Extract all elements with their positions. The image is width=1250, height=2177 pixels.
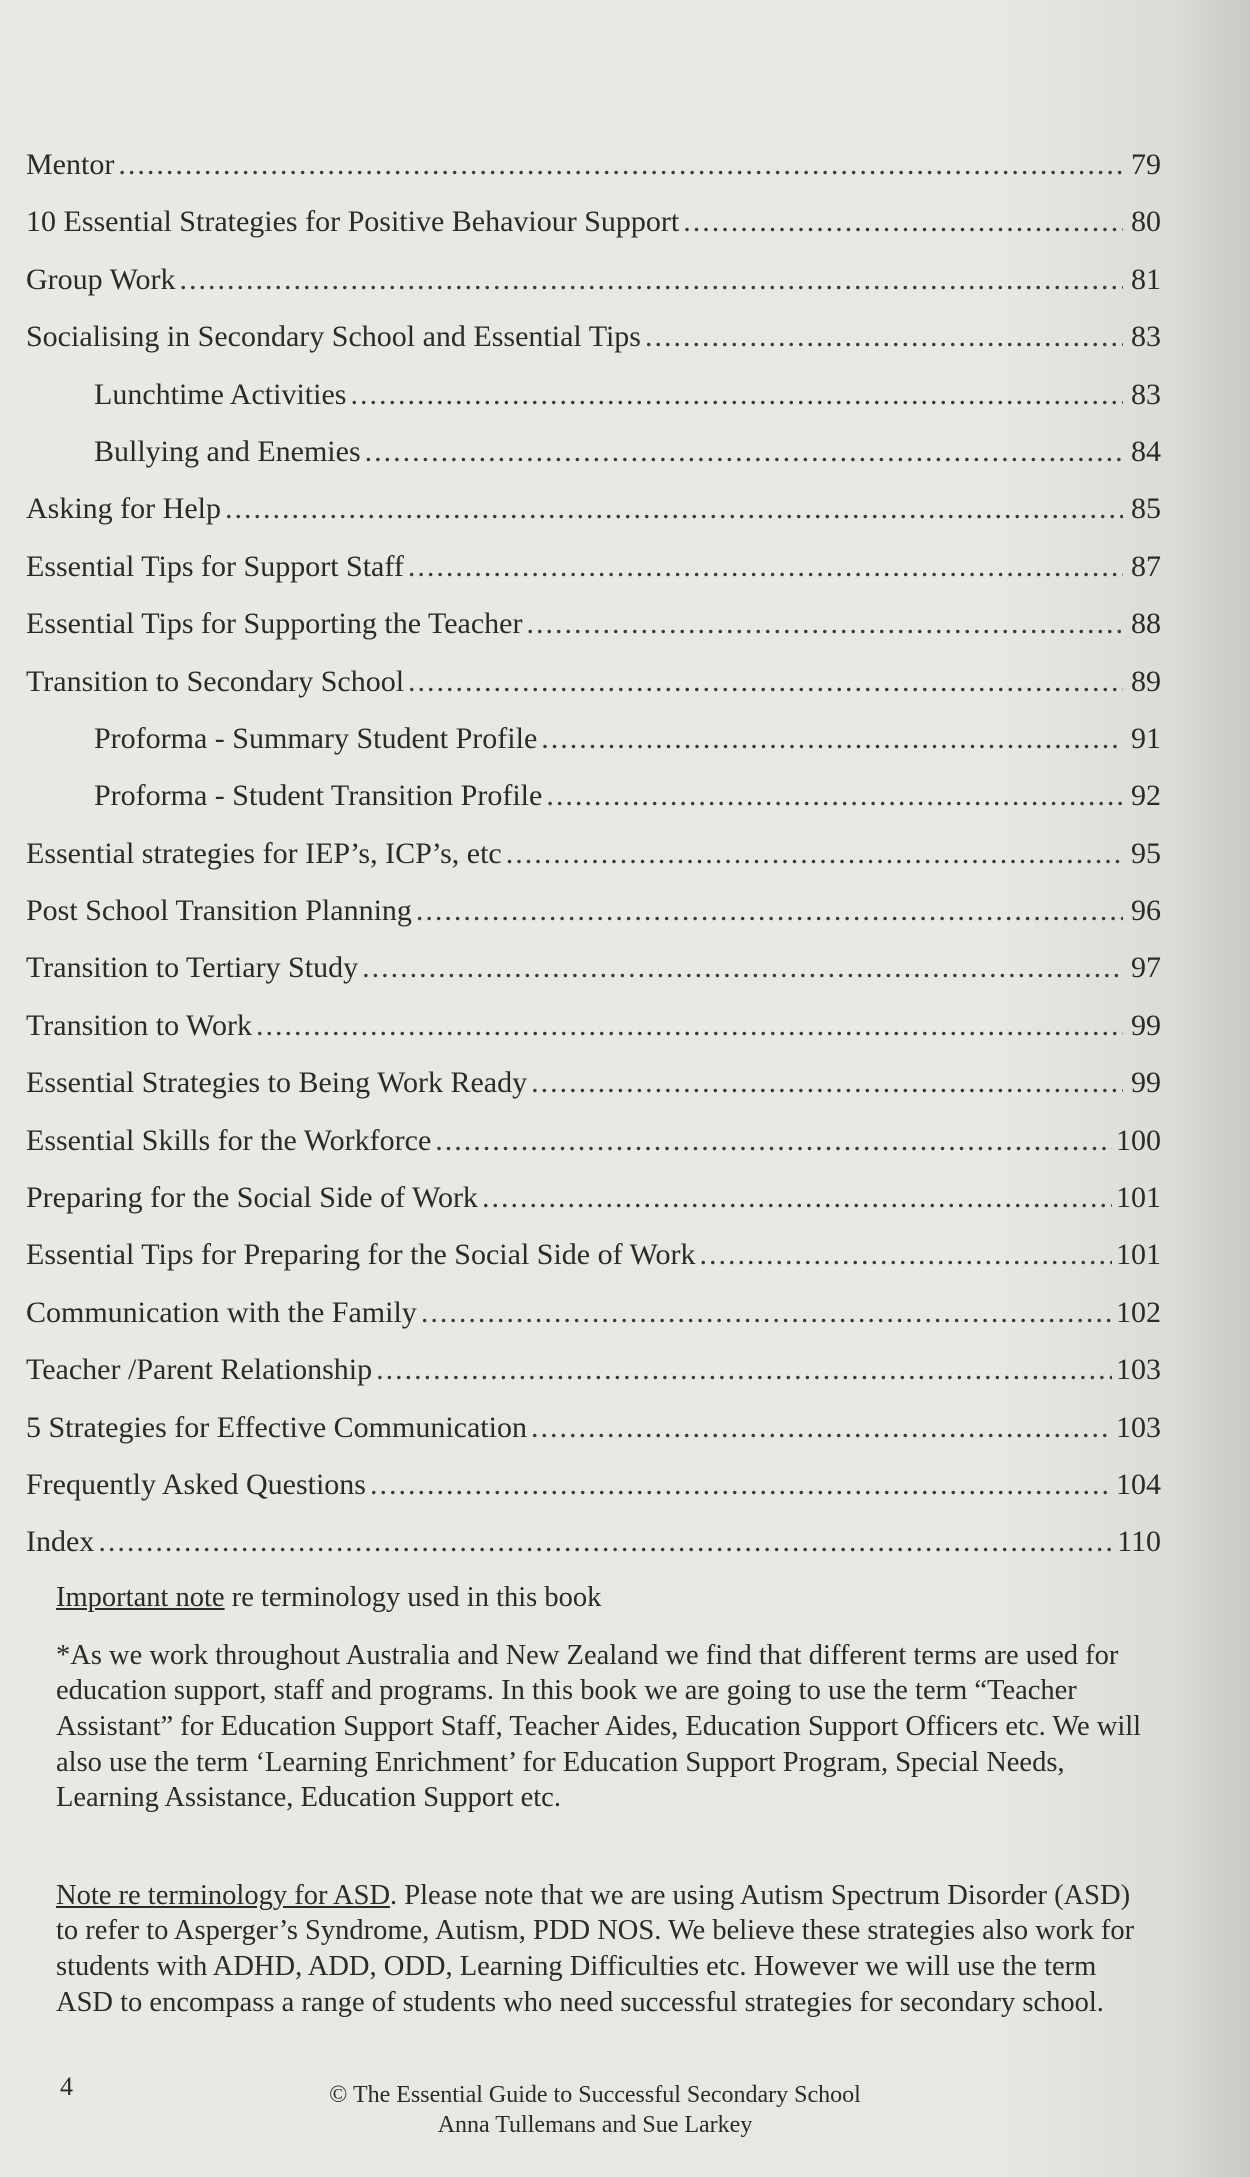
toc-entry	[26, 322, 1161, 379]
toc-entry-title: Transition to Secondary School	[26, 664, 405, 698]
toc-entry-page: 88	[1131, 607, 1161, 641]
toc-dot-leader	[421, 1298, 1112, 1328]
toc-dot-leader	[435, 1126, 1112, 1156]
toc-entry-page: 95	[1131, 836, 1161, 870]
toc-entry-page: 97	[1131, 951, 1161, 985]
toc-entry-page: 100	[1116, 1123, 1161, 1157]
toc-entry-title: Essential Strategies to Being Work Ready	[26, 1066, 528, 1100]
toc-entry-title: Essential Skills for the Workforce	[26, 1123, 432, 1157]
toc-entry-title: 5 Strategies for Effective Communication	[26, 1410, 527, 1444]
toc-dot-leader	[256, 1011, 1123, 1041]
toc-entry-title: Preparing for the Social Side of Work	[26, 1181, 478, 1215]
toc-dot-leader	[482, 1183, 1112, 1213]
toc-entry-page: 101	[1116, 1181, 1161, 1215]
toc-entry	[26, 609, 1161, 666]
toc-entry-page: 85	[1131, 492, 1161, 526]
toc-entry	[26, 721, 1161, 781]
toc-entry-page: 83	[1131, 377, 1161, 411]
toc-entry	[26, 150, 1161, 207]
toc-entry	[26, 896, 1161, 953]
toc-dot-leader	[546, 781, 1123, 811]
toc-entry	[26, 1467, 1161, 1527]
toc-entry	[26, 1123, 1161, 1183]
toc-dot-leader	[350, 380, 1123, 410]
toc-dot-leader	[98, 1527, 1113, 1557]
toc-dot-leader	[416, 896, 1123, 926]
toc-entry-title: Transition to Tertiary Study	[26, 951, 359, 985]
toc-entry	[26, 664, 1161, 724]
toc-entry-page: 79	[1131, 148, 1161, 181]
toc-dot-leader	[531, 1068, 1123, 1098]
toc-entry-title: Index	[26, 1525, 95, 1559]
toc-dot-leader	[376, 1355, 1112, 1385]
toc-entry	[26, 549, 1161, 609]
toc-entry	[26, 494, 1161, 551]
toc-entry-title: Transition to Work	[26, 1008, 252, 1042]
toc-entry-page: 103	[1116, 1410, 1161, 1444]
toc-entry	[26, 836, 1161, 896]
toc-entry	[26, 1295, 1161, 1355]
toc-entry	[26, 1068, 1161, 1125]
toc-entry	[26, 207, 1161, 264]
table-of-contents	[26, 150, 1161, 1585]
toc-entry-page: 83	[1131, 320, 1161, 354]
important-note-heading-text: re terminology used in this book	[224, 1582, 602, 1613]
toc-entry	[26, 1008, 1161, 1068]
toc-dot-leader	[531, 1413, 1112, 1443]
toc-entry	[26, 262, 1161, 322]
toc-entry-title: Communication with the Family	[26, 1295, 417, 1329]
asd-terminology-paragraph	[56, 1878, 1146, 2021]
terminology-paragraph: *As we work throughout Australia and New Zealand we find that different terms are used for education support, staff and programs. In this book we are going to use the term “Teacher Assistant” for Education Support Staff, Teacher Aides, Education Support Officers etc. We will also use the term ‘Learning Enrichment’ for Education Support Program, Special Needs, Learning Assistance, Education Support etc.	[56, 1639, 1142, 1814]
toc-entry-title: Post School Transition Planning	[26, 894, 412, 928]
toc-entry-page: 92	[1131, 779, 1161, 813]
toc-entry-page: 87	[1131, 549, 1161, 583]
toc-entry	[26, 1527, 1161, 1584]
toc-entry-page: 80	[1131, 205, 1161, 239]
toc-entry-page: 89	[1131, 664, 1161, 698]
toc-entry-page: 99	[1131, 1066, 1161, 1100]
toc-entry-page: 84	[1131, 434, 1161, 468]
toc-entry	[26, 434, 1161, 494]
toc-entry	[26, 1240, 1161, 1297]
toc-dot-leader	[541, 724, 1123, 754]
toc-entry	[26, 1410, 1161, 1470]
toc-entry-title: Socialising in Secondary School and Essential Tips	[26, 320, 641, 354]
toc-entry-title: Proforma - Summary Student Profile	[94, 721, 538, 755]
toc-entry	[26, 1355, 1161, 1412]
toc-entry-page: 99	[1131, 1008, 1161, 1042]
toc-dot-leader	[408, 667, 1123, 697]
toc-entry-title: Proforma - Student Transition Profile	[94, 779, 543, 813]
asd-note-text: . Please note that we are using Autism Spectrum Disorder (ASD) to refer to Asperger’s Syndrome, Autism, PDD NOS. We believe these strategies also work for students with ADHD, ADD, ODD, Learning Difficulties etc. However we will use the term ASD to encompass a range of students who need successful strategies for secondary school.	[56, 1879, 1135, 2018]
toc-dot-leader	[699, 1240, 1112, 1270]
toc-entry-title: Group Work	[26, 262, 176, 296]
toc-entry-title: Lunchtime Activities	[94, 377, 347, 411]
toc-entry-page: 110	[1117, 1525, 1161, 1559]
toc-entry-title: Essential Tips for Support Staff	[26, 549, 404, 583]
asd-note-label: Note re terminology for ASD	[56, 1879, 391, 1911]
toc-dot-leader	[118, 150, 1123, 180]
toc-entry-title: Essential Tips for Preparing for the Social Side of Work	[26, 1238, 696, 1272]
important-note-heading	[56, 1580, 1146, 1616]
toc-entry-title: Mentor	[26, 148, 115, 181]
toc-entry-title: Essential Tips for Supporting the Teacher	[26, 607, 523, 641]
toc-entry-page: 102	[1116, 1295, 1161, 1329]
toc-dot-leader	[408, 552, 1123, 582]
toc-entry-title: Essential strategies for IEP’s, ICP’s, etc	[26, 836, 502, 870]
copyright-line: © The Essential Guide to Successful Secondary School	[329, 2082, 861, 2108]
toc-entry	[26, 781, 1161, 838]
toc-entry-page: 96	[1131, 894, 1161, 928]
toc-entry	[26, 953, 1161, 1010]
toc-entry-page: 101	[1116, 1238, 1161, 1272]
important-note-label: Important note	[56, 1582, 225, 1613]
toc-dot-leader	[683, 207, 1123, 237]
toc-dot-leader	[365, 437, 1123, 467]
toc-entry-page: 104	[1116, 1467, 1161, 1501]
toc-dot-leader	[370, 1470, 1112, 1500]
toc-entry	[26, 377, 1161, 437]
toc-entry-title: 10 Essential Strategies for Positive Behaviour Support	[26, 205, 680, 239]
footer-credit	[290, 2080, 900, 2140]
toc-dot-leader	[506, 839, 1123, 869]
toc-dot-leader	[180, 265, 1123, 295]
page-number: 4	[60, 2072, 73, 2101]
toc-entry-page: 103	[1116, 1353, 1161, 1387]
terminology-notes	[56, 1580, 1146, 2082]
toc-dot-leader	[526, 609, 1123, 639]
toc-dot-leader	[225, 494, 1123, 524]
toc-entry-title: Frequently Asked Questions	[26, 1467, 366, 1501]
toc-dot-leader	[362, 953, 1123, 983]
authors-line: Anna Tullemans and Sue Larkey	[437, 2112, 753, 2138]
toc-entry-page: 81	[1131, 262, 1161, 296]
toc-entry-title: Asking for Help	[26, 492, 221, 526]
toc-entry-title: Bullying and Enemies	[94, 434, 361, 468]
toc-entry-title: Teacher /Parent Relationship	[26, 1353, 373, 1387]
toc-entry-page: 91	[1131, 721, 1161, 755]
toc-dot-leader	[645, 322, 1123, 352]
toc-entry	[26, 1183, 1161, 1240]
